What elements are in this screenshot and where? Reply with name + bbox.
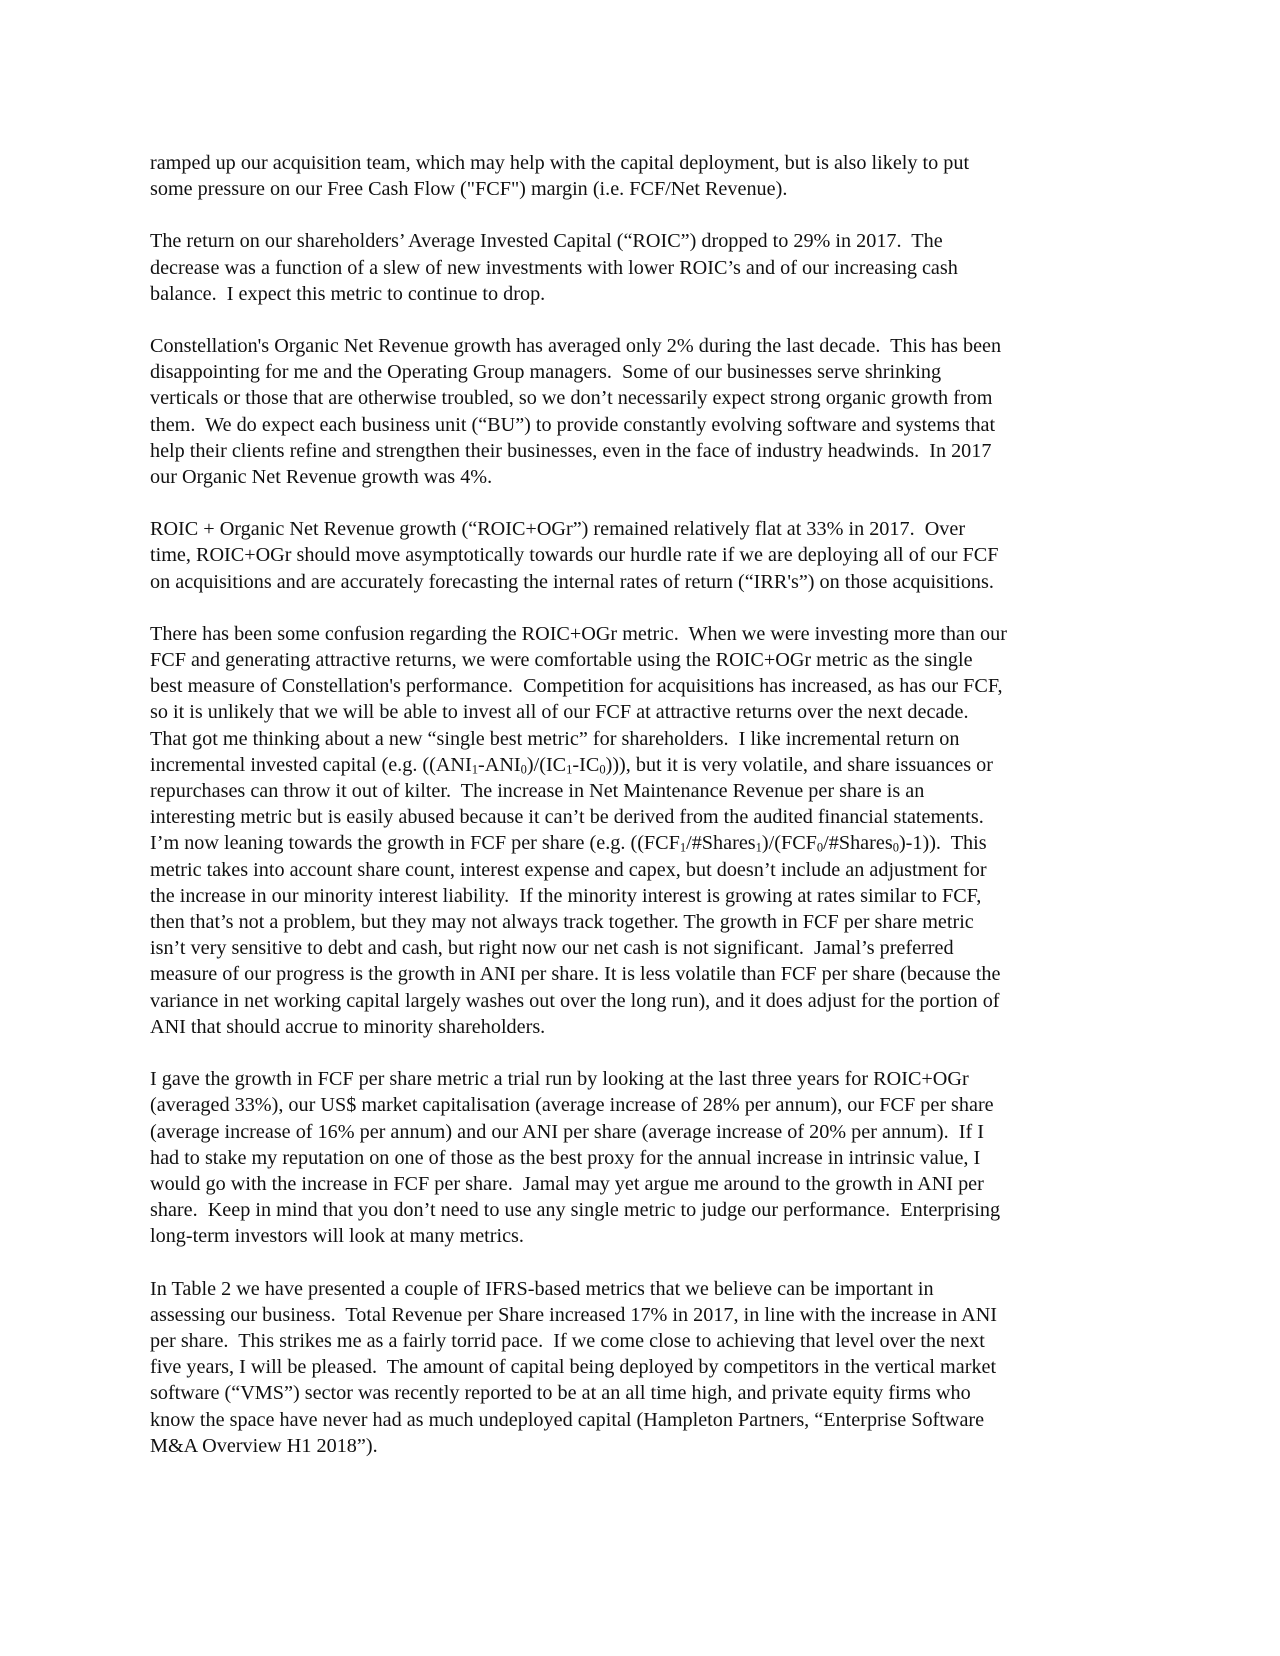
text-line [150, 961, 1130, 987]
subscript-text: 1 [471, 762, 479, 777]
text-run: balance. I expect this metric to continue to drop. [150, 282, 546, 305]
text-run: variance in net working capital largely washes out over the long run), and it does adjust for the portion of [150, 989, 1000, 1012]
body-paragraph [150, 333, 1130, 490]
text-run: -IC [572, 753, 600, 776]
text-run: had to stake my reputation on one of those as the best proxy for the annual increase in intrinsic value, I [150, 1146, 981, 1169]
text-run: Constellation's Organic Net Revenue growth has averaged only 2% during the last decade. This has been [150, 335, 1002, 358]
text-run: That got me thinking about a new “single best metric” for shareholders. I like incremental return on [150, 727, 960, 750]
text-line [150, 359, 1130, 385]
text-run: share. Keep in mind that you don’t need to use any single metric to judge our performance. Enterprising [150, 1199, 1001, 1222]
text-run: FCF and generating attractive returns, we were comfortable using the ROIC+OGr metric as the single [150, 649, 973, 672]
text-line [150, 883, 1130, 909]
text-run: I gave the growth in FCF per share metric a trial run by looking at the last three years for ROIC+OGr [150, 1068, 969, 1091]
text-line [150, 1407, 1130, 1433]
text-run: verticals or those that are otherwise troubled, so we don’t necessarily expect strong organic growth from [150, 387, 993, 410]
text-run: interesting metric but is easily abused because it can’t be derived from the audited financial statements. [150, 806, 984, 829]
text-line [150, 176, 1130, 202]
text-run: the increase in our minority interest liability. If the minority interest is growing at rates similar to FCF, [150, 884, 982, 907]
body-paragraph [150, 516, 1130, 595]
text-line [150, 385, 1130, 411]
text-run: our Organic Net Revenue growth was 4%. [150, 466, 493, 489]
text-run: In Table 2 we have presented a couple of IFRS-based metrics that we believe can be important in [150, 1277, 934, 1300]
text-line [150, 1145, 1130, 1171]
text-run: The return on our shareholders’ Average Invested Capital (“ROIC”) dropped to 29% in 2017. The [150, 230, 943, 253]
text-line [150, 1066, 1130, 1092]
text-run: )-1)). This [898, 832, 987, 855]
text-line [150, 1014, 1130, 1040]
text-line [150, 647, 1130, 673]
text-run: ANI that should accrue to minority shareholders. [150, 1015, 546, 1038]
text-run: so it is unlikely that we will be able to invest all of our FCF at attractive returns over the next decade. [150, 701, 969, 724]
text-run: best measure of Constellation's performance. Competition for acquisitions has increased, as has our FCF, [150, 675, 1003, 698]
text-run: (averaged 33%), our US$ market capitalisation (average increase of 28% per annum), our FCF per share [150, 1094, 994, 1117]
text-line [150, 333, 1130, 359]
text-line [150, 988, 1130, 1014]
text-run: decrease was a function of a slew of new investments with lower ROIC’s and of our increasing cash [150, 256, 958, 279]
text-run: on acquisitions and are accurately forecasting the internal rates of return (“IRR's”) on those acquisitions. [150, 570, 994, 593]
text-run: time, ROIC+OGr should move asymptotically towards our hurdle rate if we are deploying all of our FCF [150, 544, 999, 567]
text-line [150, 1276, 1130, 1302]
text-line [150, 804, 1130, 830]
text-run: /#Shares [686, 832, 756, 855]
text-line [150, 1380, 1130, 1406]
text-line [150, 830, 1130, 856]
body-paragraph [150, 621, 1130, 1040]
text-line [150, 542, 1130, 568]
text-line [150, 438, 1130, 464]
text-line [150, 1197, 1130, 1223]
text-run: them. We do expect each business unit (“BU”) to provide constantly evolving software and systems that [150, 413, 996, 436]
subscript-text: 0 [520, 762, 527, 777]
text-run: /#Shares [823, 832, 893, 855]
text-run: some pressure on our Free Cash Flow ("FCF") margin (i.e. FCF/Net Revenue). [150, 178, 788, 201]
text-run: measure of our progress is the growth in ANI per share. It is less volatile than FCF per share (because the [150, 963, 1001, 986]
text-line [150, 752, 1130, 778]
text-line [150, 255, 1130, 281]
text-run: then that’s not a problem, but they may not always track together. The growth in FCF per share metric [150, 911, 974, 934]
text-line [150, 1119, 1130, 1145]
text-run: I’m now leaning towards the growth in FCF per share (e.g. ((FCF [150, 832, 680, 855]
text-line [150, 935, 1130, 961]
text-line [150, 1171, 1130, 1197]
text-run: (average increase of 16% per annum) and our ANI per share (average increase of 20% per annum). If I [150, 1120, 985, 1143]
text-run: isn’t very sensitive to debt and cash, but right now our net cash is not significant. Jamal’s preferred [150, 937, 954, 960]
text-run: per share. This strikes me as a fairly torrid pace. If we come close to achieving that level over the next [150, 1329, 985, 1352]
text-line [150, 281, 1130, 307]
text-line [150, 909, 1130, 935]
text-run: five years, I will be pleased. The amount of capital being deployed by competitors in the vertical market [150, 1356, 997, 1379]
subscript-text: 1 [755, 840, 762, 855]
text-line [150, 1223, 1130, 1249]
text-run: long-term investors will look at many metrics. [150, 1225, 524, 1248]
text-line [150, 1433, 1130, 1459]
text-line [150, 1354, 1130, 1380]
text-run: software (“VMS”) sector was recently reported to be at an all time high, and private equity firms who [150, 1382, 971, 1405]
subscript-text: 0 [599, 762, 606, 777]
subscript-text: 1 [679, 840, 687, 855]
body-paragraph [150, 228, 1130, 307]
text-line [150, 1092, 1130, 1118]
text-run: M&A Overview H1 2018”). [150, 1434, 378, 1457]
text-line [150, 621, 1130, 647]
body-paragraph [150, 1066, 1130, 1249]
text-line [150, 778, 1130, 804]
text-run: know the space have never had as much undeployed capital (Hampleton Partners, “Enterprise Software [150, 1408, 985, 1431]
text-line [150, 857, 1130, 883]
body-paragraph [150, 1276, 1130, 1459]
subscript-text: 1 [566, 762, 573, 777]
text-run: )/(IC [526, 753, 567, 776]
document-page [150, 150, 1130, 1485]
text-line [150, 150, 1130, 176]
text-line [150, 228, 1130, 254]
text-run: disappointing for me and the Operating Group managers. Some of our businesses serve shrinking [150, 361, 942, 384]
text-run: ROIC + Organic Net Revenue growth (“ROIC+OGr”) remained relatively flat at 33% in 2017. Over [150, 518, 966, 541]
text-run: ))), but it is very volatile, and share issuances or [605, 753, 993, 776]
text-run: would go with the increase in FCF per share. Jamal may yet argue me around to the growth in ANI per [150, 1172, 984, 1195]
text-run: )/(FCF [761, 832, 817, 855]
text-line [150, 464, 1130, 490]
subscript-text: 0 [816, 840, 824, 855]
text-line [150, 412, 1130, 438]
text-run: help their clients refine and strengthen their businesses, even in the face of industry headwinds. In 2017 [150, 439, 992, 462]
text-line [150, 569, 1130, 595]
text-run: incremental invested capital (e.g. ((ANI [150, 753, 472, 776]
text-line [150, 673, 1130, 699]
text-run: There has been some confusion regarding the ROIC+OGr metric. When we were investing more than our [150, 622, 1007, 645]
text-line [150, 1302, 1130, 1328]
subscript-text: 0 [892, 840, 899, 855]
text-run: -ANI [478, 753, 521, 776]
text-run: ramped up our acquisition team, which may help with the capital deployment, but is also likely to put [150, 152, 970, 174]
text-run: assessing our business. Total Revenue per Share increased 17% in 2017, in line with the increase in ANI [150, 1303, 998, 1326]
text-run: metric takes into account share count, interest expense and capex, but doesn’t include an adjustment for [150, 858, 987, 881]
text-run: repurchases can throw it out of kilter. The increase in Net Maintenance Revenue per share is an [150, 780, 925, 803]
text-line [150, 726, 1130, 752]
text-line [150, 1328, 1130, 1354]
body-paragraph [150, 150, 1130, 202]
text-line [150, 516, 1130, 542]
text-line [150, 699, 1130, 725]
